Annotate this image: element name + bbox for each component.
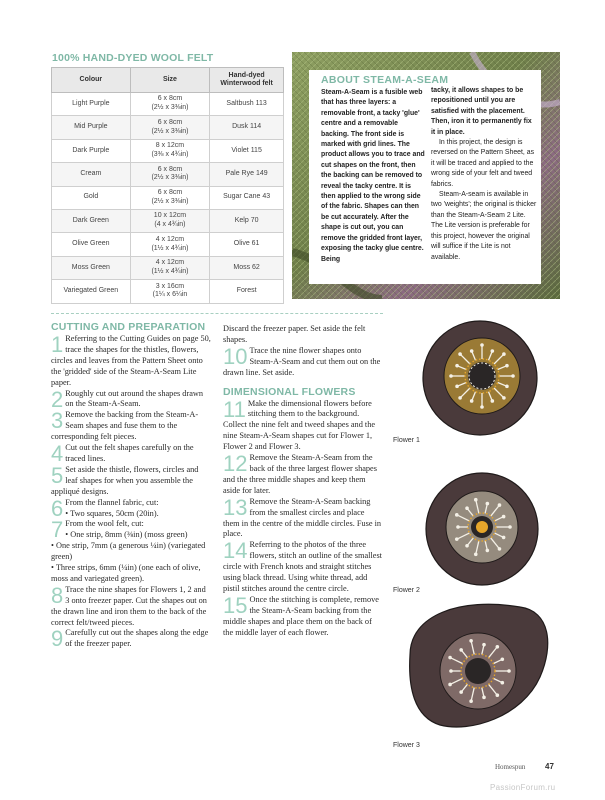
felt-table-row	[52, 116, 284, 139]
cell-size	[130, 209, 210, 232]
cell-colour: Variegated Green	[52, 280, 131, 303]
header-size: Size	[130, 68, 210, 93]
flower-3-caption: Flower 3	[393, 742, 420, 749]
french-knot	[491, 349, 495, 353]
step-14: 14 Referring to the photos of the three flowers, stitch an outline of the smallest circle with French knots and straight stitches using black thread. Using white thread, add pistil stitches around the centre circle.	[223, 538, 382, 593]
cell-size-imperial: (1½ x 4¾in)	[151, 244, 189, 252]
french-knot	[511, 374, 515, 378]
cell-felt: Sugar Cane 43	[210, 186, 284, 209]
french-knot	[480, 343, 484, 347]
french-knot	[469, 699, 473, 703]
cell-felt: Olive 61	[210, 233, 284, 256]
french-knot	[496, 693, 500, 697]
french-knot	[491, 399, 495, 403]
cell-colour: Mid Purple	[52, 116, 131, 139]
felt-table-row	[52, 233, 284, 256]
french-knot	[458, 396, 462, 400]
about-right-p3: Steam-A-seam is available in two 'weights'; the original is thicker than the Steam-A-Seam 2 Lite. The Lite version is preferable for this project, however the original will suffice if the Lite is not available.	[431, 191, 537, 261]
flower-2-illustration	[426, 473, 538, 585]
about-left-text: Steam-A-Seam is a fusible web that has three layers: a removable front, a tacky 'glue' centre and a removable backing. The front side is marked with grid lines. The product allows you to trace and cut shapes on the front, then the backing can be removed to reveal the tacky centre. It is then applied to the wrong side of the fabric. Shapes can then be cut accurately. After the shape is cut out, you can remove the gridded front layer, exposing the tacky glue centre. Being	[321, 89, 425, 263]
about-right-p2: In this project, the design is reversed on the Pattern Sheet, as it will be traced and applied to the wrong side of your felt and tweed fabrics.	[431, 139, 535, 188]
felt-table	[51, 67, 284, 304]
french-knot	[470, 349, 474, 353]
step-8: 8 Trace the nine shapes for Flowers 1, 2 and 3 onto freezer paper. Cut the shapes out on the drawn line and iron them to the back of the correct felt/tweed pieces.	[51, 582, 207, 627]
step-7-bullet-3: • Three strips, 6mm (¼in) (one each of olive, moss and variegated green).	[51, 563, 201, 583]
step-7-bullet-1: • One strip, 8mm (⅜in) (moss green)	[65, 530, 188, 540]
cell-felt: Kelp 70	[210, 209, 284, 232]
step-3: 3 Remove the backing from the Steam-A-Seam shapes and fuse them to the corresponding felt pieces.	[51, 408, 199, 442]
cell-size-metric: 3 x 16cm	[155, 282, 185, 290]
french-knot	[458, 352, 462, 356]
flower-1-caption: Flower 1	[393, 437, 420, 444]
step-6: 6 From the flannel fabric, cut: • Two squares, 50cm (20in).	[51, 495, 159, 521]
french-knot	[455, 513, 459, 517]
cell-colour: Cream	[52, 163, 131, 186]
cell-size	[130, 256, 210, 279]
cell-colour: Olive Green	[52, 233, 131, 256]
french-knot	[459, 648, 463, 652]
cell-colour: Moss Green	[52, 256, 131, 279]
felt-table-row	[52, 139, 284, 162]
cell-felt: Pale Rye 149	[210, 163, 284, 186]
french-knot	[505, 364, 509, 368]
felt-table-header	[52, 68, 284, 93]
cell-size-imperial: (1¼ x 6¼in	[152, 291, 188, 299]
french-knot	[496, 645, 500, 649]
cell-size-metric: 6 x 8cm	[157, 165, 183, 173]
french-knot	[502, 396, 506, 400]
french-knot	[459, 690, 463, 694]
cell-size-metric: 6 x 8cm	[157, 95, 183, 103]
french-knot	[448, 683, 452, 687]
about-title: ABOUT STEAM-A-SEAM	[321, 74, 449, 86]
french-knot	[449, 374, 453, 378]
watermark: PassionForum.ru	[490, 783, 556, 792]
cell-size-metric: 10 x 12cm	[153, 212, 187, 220]
french-knot	[482, 643, 486, 647]
cell-size-metric: 6 x 8cm	[157, 189, 183, 196]
step-7-bullet-2: • One strip, 7mm (a generous ¼in) (variegated green)	[51, 541, 206, 562]
french-knot	[456, 525, 460, 529]
french-knot	[508, 525, 512, 529]
cell-size	[130, 186, 210, 209]
step-15: 15 Once the stitching is complete, remove the Steam-A-Seam backing from the middle shapes and place them on the back of the middle layer of each flower.	[223, 592, 379, 637]
cell-size-metric: 6 x 8cm	[157, 118, 183, 126]
cell-size-imperial: (2½ x 3⅜in)	[151, 104, 189, 112]
cell-size-metric: 4 x 12cm	[155, 259, 185, 267]
cell-size-imperial: (2½ x 3⅜in)	[151, 174, 189, 182]
french-knot	[449, 669, 453, 673]
french-knot	[505, 385, 509, 389]
about-right-column	[431, 86, 537, 263]
french-knot	[501, 657, 505, 661]
cell-size-imperial: (4 x 4¾in)	[154, 221, 186, 229]
felt-table-row	[52, 93, 284, 116]
step-5: 5 Set aside the thistle, flowers, circles and leaf shapes for when you assemble the appliqué designs.	[51, 462, 199, 496]
french-knot	[465, 544, 469, 548]
cell-size	[130, 139, 210, 162]
french-knot	[474, 552, 478, 556]
flowers-column	[223, 324, 383, 638]
step-11: 11 Make the dimensional flowers before stitching them to the background. Collect the nine felt and tweed shapes and the nine Steam-A-Seam shapes cut for Flower 1, Flower 2 and Flower 3.	[223, 396, 376, 452]
cell-size-imperial: (1½ x 4¾in)	[151, 267, 189, 275]
cell-size	[130, 233, 210, 256]
header-felt: Hand-dyed Winterwood felt	[210, 68, 284, 93]
felt-table-title: 100% HAND-DYED WOOL FELT	[52, 52, 214, 64]
cell-felt: Moss 62	[210, 256, 284, 279]
cell-felt: Forest	[210, 280, 284, 303]
cell-colour: Dark Green	[52, 209, 131, 232]
felt-table-row	[52, 209, 284, 232]
french-knot	[498, 503, 502, 507]
french-knot	[480, 405, 484, 409]
cell-size	[130, 93, 210, 116]
french-knot	[474, 498, 478, 502]
french-knot	[502, 536, 506, 540]
french-knot	[455, 537, 459, 541]
french-knot	[498, 547, 502, 551]
flower-1-illustration	[423, 321, 537, 435]
french-knot	[482, 696, 486, 700]
felt-table-row	[52, 163, 284, 186]
cutting-heading: CUTTING AND PREPARATION	[51, 321, 206, 333]
about-right-p1: tacky, it allows shapes to be repositioned until you are satisfied with the placement. Then, iron it to permanently fix it in place.	[431, 87, 532, 136]
step-1: 1 Referring to the Cutting Guides on page 50, trace the shapes for the thistles, flowers, circles and leaves from the Pattern Sheet onto the 'gridded' side of the Steam-A-Seam Lite paper.	[51, 332, 211, 387]
felt-table-row	[52, 256, 284, 279]
magazine-name: Homespun	[495, 763, 526, 771]
french-knot	[455, 364, 459, 368]
cell-size-metric: 8 x 12cm	[155, 142, 185, 150]
about-left-column	[321, 88, 427, 265]
step-9: 9 Carefully cut out the shapes along the edge of the freezer paper.	[51, 626, 209, 652]
french-knot	[507, 669, 511, 673]
french-knot	[502, 352, 506, 356]
cell-felt: Violet 115	[210, 139, 284, 162]
flowers-heading: DIMENSIONAL FLOWERS	[223, 385, 356, 398]
cell-colour: Gold	[52, 186, 131, 209]
french-knot	[486, 549, 490, 553]
cell-size	[130, 163, 210, 186]
cell-size-imperial: (3⅜ x 4¾in)	[151, 150, 189, 158]
cell-size-imperial: (2½ x 3⅜in)	[151, 127, 189, 135]
cell-felt: Saltbush 113	[210, 93, 284, 116]
flower-3-illustration	[410, 604, 548, 727]
french-knot	[469, 639, 473, 643]
step-13: 13 Remove the Steam-A-Seam backing from the smallest circles and place them in the centre of the middle circles. Fuse in place.	[223, 494, 382, 539]
french-knot	[448, 656, 452, 660]
cutting-column	[51, 321, 211, 650]
felt-table-row	[52, 186, 284, 209]
step-10: 10 Trace the nine flower shapes onto Steam-A-Seam and cut them out on the drawn line. Set aside.	[223, 343, 381, 377]
french-knot	[486, 502, 490, 506]
section-divider	[51, 313, 383, 314]
step-2: 2 Roughly cut out around the shapes drawn on the Steam-A-Seam.	[51, 386, 204, 412]
french-knot	[502, 515, 506, 519]
header-colour: Colour	[52, 68, 131, 93]
felt-table-row	[52, 280, 284, 303]
cell-size-imperial: (2½ x 3⅜in)	[151, 197, 189, 205]
cell-colour: Light Purple	[52, 93, 131, 116]
step-7: 7 From the wool felt, cut: • One strip, 8mm (⅜in) (moss green)	[51, 517, 188, 543]
cell-size	[130, 116, 210, 139]
step-12: 12 Remove the Steam-A-Seam from the back of the three largest flower shapes and the three middle shapes and keep them aside for later.	[223, 451, 377, 495]
cell-size-metric: 4 x 12cm	[155, 235, 185, 243]
cell-colour: Dark Purple	[52, 139, 131, 162]
flower-2-caption: Flower 2	[393, 587, 420, 594]
page-number: 47	[545, 762, 554, 771]
cell-size	[130, 280, 210, 303]
step-6-bullet: • Two squares, 50cm (20in).	[65, 508, 159, 518]
cell-felt: Dusk 114	[210, 116, 284, 139]
step-4: 4 Cut out the felt shapes carefully on the traced lines.	[51, 441, 194, 467]
french-knot	[470, 399, 474, 403]
french-knot	[465, 506, 469, 510]
french-knot	[455, 385, 459, 389]
flower-illustrations	[390, 315, 570, 755]
french-knot	[501, 681, 505, 685]
middle-intro: Discard the freezer paper. Set aside the felt shapes.	[223, 324, 366, 344]
